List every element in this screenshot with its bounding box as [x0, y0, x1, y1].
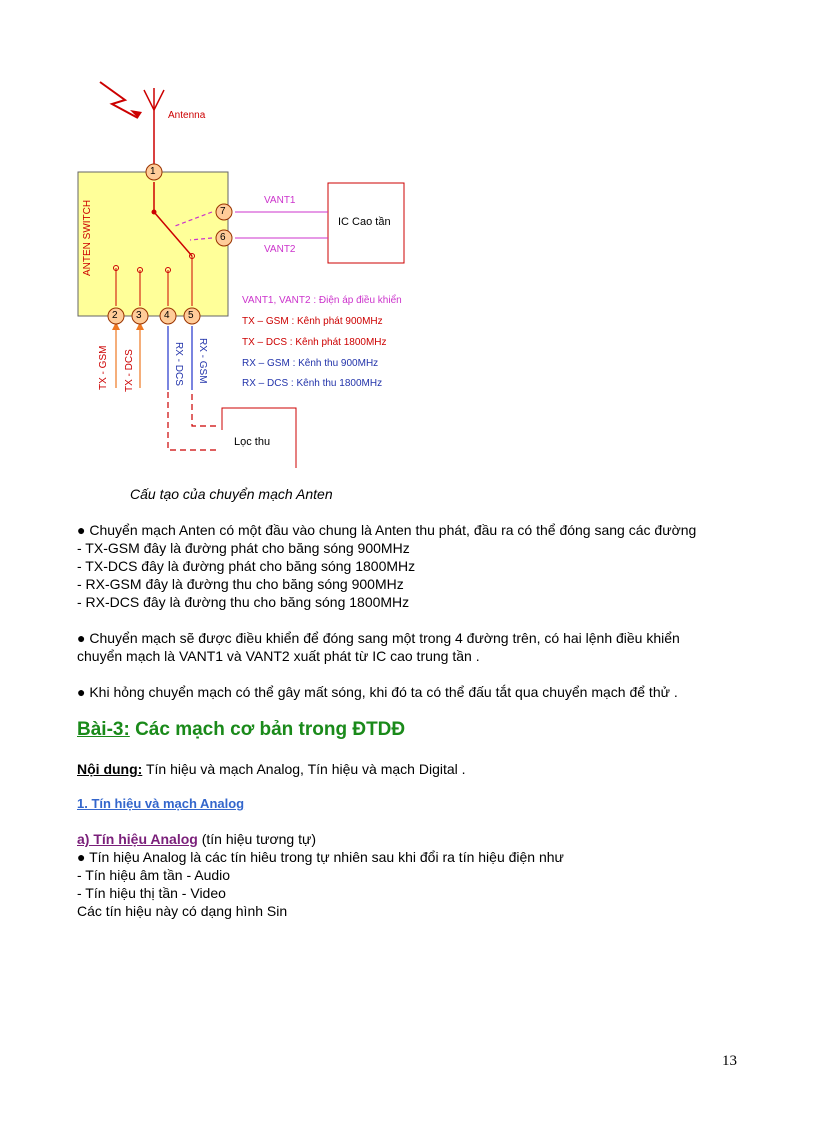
radio-wave-icon: [100, 82, 138, 118]
subsection-line-1: ● Tín hiệu Analog là các tín hiêu trong tự nhiên sau khi đổi ra tín hiệu điện như: [77, 849, 564, 865]
antenna-label: Antenna: [168, 110, 206, 121]
subsection-note: (tín hiệu tương tự): [197, 831, 317, 847]
legend-line-5: RX – DCS : Kênh thu 1800MHz: [242, 378, 383, 389]
switch-body: [78, 172, 228, 316]
pin-6-label: 6: [220, 232, 226, 243]
port-rx-gsm: RX - GSM: [197, 338, 208, 384]
diagram-caption: Cấu tạo của chuyển mạch Anten: [130, 486, 333, 502]
para3: ● Khi hỏng chuyển mạch có thể gây mất sóng, khi đó ta có thể đấu tắt qua chuyển mạch để thử .: [77, 684, 678, 700]
port-rx-dcs: RX - DCS: [173, 342, 184, 386]
section-1-heading[interactable]: 1. Tín hiệu và mạch Analog: [77, 796, 245, 811]
pin-1-label: 1: [150, 166, 156, 177]
pin-7-label: 7: [220, 206, 226, 217]
filter-label: Lọc thu: [234, 436, 271, 448]
port-tx-dcs: TX - DCS: [124, 349, 135, 392]
pin-3-label: 3: [136, 310, 142, 321]
legend-line-1: VANT1, VANT2 : Điện áp điều khiển: [242, 295, 402, 306]
antenna-icon: [144, 88, 164, 164]
subsection-heading: [77, 831, 316, 847]
para1-item-3: - RX-GSM đây là đường thu cho băng sóng 900MHz: [77, 576, 404, 592]
antenna-switch-diagram: [60, 60, 440, 480]
para1-item-4: - RX-DCS đây là đường thu cho băng sóng 1800MHz: [77, 594, 410, 610]
port-tx-gsm: TX - GSM: [98, 345, 109, 390]
diagram-graphics: [60, 60, 440, 480]
lesson-heading: [77, 719, 405, 741]
pin-2-label: 2: [112, 310, 118, 321]
content-line: [77, 761, 466, 777]
content-text: Tín hiệu và mạch Analog, Tín hiệu và mạch Digital .: [142, 761, 466, 777]
subsection-line-4: Các tín hiệu này có dạng hình Sin: [77, 903, 288, 919]
para1-item-2: - TX-DCS đây là đường phát cho băng sóng 1800MHz: [77, 558, 416, 574]
para2-line-2: chuyển mạch là VANT1 và VANT2 xuất phát từ IC cao trung tần .: [77, 648, 480, 664]
page-number: 13: [722, 1053, 737, 1069]
lesson-title: Các mạch cơ bản trong ĐTDĐ: [129, 719, 406, 740]
para1-item-1: - TX-GSM đây là đường phát cho băng sóng 900MHz: [77, 540, 410, 556]
content-label: Nội dung:: [77, 761, 143, 777]
subsection-label: a) Tín hiệu Analog: [77, 831, 198, 847]
pin-5-label: 5: [188, 310, 194, 321]
switch-label: ANTEN SWITCH: [82, 199, 93, 276]
legend-line-2: TX – GSM : Kênh phát 900MHz: [242, 316, 383, 327]
pin-4-label: 4: [164, 310, 170, 321]
vant2-label: VANT2: [264, 244, 296, 255]
para2-line-1: ● Chuyển mạch sẽ được điều khiển để đóng sang một trong 4 đường trên, có hai lệnh điều khiển: [77, 630, 680, 646]
subsection-line-2: - Tín hiệu âm tần - Audio: [77, 867, 231, 883]
ic-label: IC Cao tần: [338, 216, 391, 228]
legend-line-4: RX – GSM : Kênh thu 900MHz: [242, 358, 379, 369]
legend-line-3: TX – DCS : Kênh phát 1800MHz: [242, 337, 387, 348]
lesson-number: Bài-3:: [77, 719, 130, 740]
vant1-label: VANT1: [264, 195, 296, 206]
subsection-line-3: - Tín hiệu thị tần - Video: [77, 885, 226, 901]
para1-intro: ● Chuyển mạch Anten có một đầu vào chung là Anten thu phát, đầu ra có thể đóng sang các đường: [77, 522, 697, 538]
